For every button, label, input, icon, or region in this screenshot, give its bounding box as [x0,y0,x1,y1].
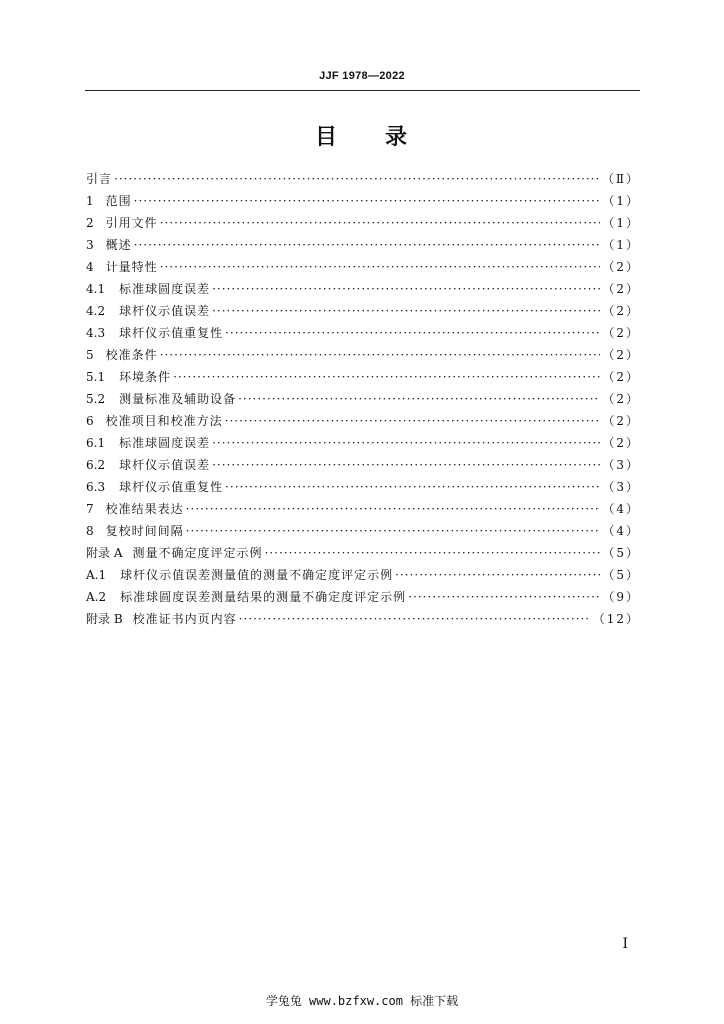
toc-entry-page: （2） [602,304,640,318]
toc-entry[interactable] [86,520,640,542]
toc-entry-page: （2） [602,282,640,296]
toc-dot-leader [225,476,600,498]
toc-entry-label: 计量特性 [105,260,158,274]
toc-entry-page: （1） [602,216,640,230]
toc-dot-leader [186,498,601,520]
toc-entry-page: （2） [602,370,640,384]
toc-dot-leader [395,564,600,586]
toc-entry-page: （12） [592,612,640,626]
toc-entry-number: 8 [86,524,94,538]
toc-dot-leader [160,212,601,234]
toc-title [0,120,724,151]
toc-entry-label: 球杆仪示值重复性 [119,480,224,494]
toc-entry-page: （2） [602,414,640,428]
toc-entry-label: 标准球圆度误差 [119,436,211,450]
toc-entry-page: （Ⅱ） [601,172,640,186]
toc-entry[interactable] [86,454,640,476]
toc-dot-leader [212,278,600,300]
toc-entry[interactable] [86,256,640,278]
toc-entry-label: 球杆仪示值重复性 [119,326,224,340]
toc-entry-label: 概述 [105,238,132,252]
toc-entry[interactable] [86,322,640,344]
toc-entry-label: 测量标准及辅助设备 [119,392,237,406]
toc-entry[interactable] [86,542,640,564]
toc-entry[interactable] [86,410,640,432]
toc-entry-number: A.2 [86,590,107,604]
toc-entry-number: 6.3 [86,480,106,494]
toc-entry-number: 附录 A [86,546,123,560]
toc-entry-number: 3 [86,238,94,252]
toc-entry-number: 5 [86,348,94,362]
toc-entry[interactable] [86,476,640,498]
toc-entry-page: （5） [602,546,640,560]
toc-dot-leader [134,234,601,256]
toc-entry-label: 环境条件 [119,370,172,384]
toc-dot-leader [408,586,600,608]
toc-entry-page: （1） [602,194,640,208]
toc-entry[interactable] [86,212,640,234]
toc-dot-leader [173,366,600,388]
toc-entry[interactable] [86,366,640,388]
toc-dot-leader [160,256,601,278]
toc-entry-label: 范围 [105,194,132,208]
toc-dot-leader [265,542,601,564]
toc-dot-leader [114,168,600,190]
toc-entry-number: 5.2 [86,392,106,406]
toc-entry-label: 球杆仪示值误差 [119,304,211,318]
toc-entry[interactable] [86,586,640,608]
toc-entry[interactable] [86,190,640,212]
toc-dot-leader [212,432,600,454]
toc-entry-label: 球杆仪示值误差 [119,458,211,472]
toc-entry-label: 校准条件 [105,348,158,362]
toc-entry[interactable] [86,300,640,322]
toc-entry-number: A.1 [86,568,107,582]
toc-title-left: 目 [314,125,339,150]
toc-entry-label: 标准球圆度误差 [119,282,211,296]
toc-entry-page: （5） [602,568,640,582]
page-number: I [622,936,628,952]
toc-entry-number: 6.1 [86,436,106,450]
toc-dot-leader [225,410,601,432]
toc-entry-label: 标准球圆度误差测量结果的测量不确定度评定示例 [120,590,407,604]
toc-entry-label: 测量不确定度评定示例 [132,546,263,560]
toc-entry[interactable] [86,168,640,190]
toc-entry-number: 4 [86,260,94,274]
toc-entry-number: 4.1 [86,282,106,296]
toc-title-right: 录 [385,125,410,150]
toc-entry-label: 引言 [86,172,113,186]
toc-dot-leader [225,322,600,344]
header-rule [85,90,640,91]
toc-entry-page: （3） [602,458,640,472]
toc-entry[interactable] [86,432,640,454]
toc-entry-page: （9） [602,590,640,604]
toc-entry[interactable] [86,564,640,586]
toc-entry-page: （2） [602,436,640,450]
toc-entry-label: 校准结果表达 [105,502,184,516]
toc-entry-label: 校准项目和校准方法 [105,414,223,428]
footer-watermark: 学兔兔 www.bzfxw.com 标准下载 [265,994,459,1008]
toc-entry-page: （4） [602,524,640,538]
toc-entry-number: 5.1 [86,370,106,384]
toc-entry-number: 4.3 [86,326,106,340]
toc-entry-page: （2） [602,348,640,362]
toc-entry-number: 2 [86,216,94,230]
table-of-contents [86,168,640,630]
toc-entry-page: （4） [602,502,640,516]
toc-entry[interactable] [86,344,640,366]
toc-dot-leader [212,300,600,322]
toc-entry-page: （3） [602,480,640,494]
toc-entry-page: （2） [602,392,640,406]
toc-entry[interactable] [86,278,640,300]
toc-entry-label: 球杆仪示值误差测量值的测量不确定度评定示例 [120,568,394,582]
toc-entry-label: 引用文件 [105,216,158,230]
toc-entry-number: 附录 B [86,612,123,626]
toc-dot-leader [160,344,601,366]
toc-entry-number: 7 [86,502,94,516]
toc-entry-label: 复校时间间隔 [105,524,184,538]
toc-dot-leader [134,190,601,212]
toc-entry-number: 4.2 [86,304,106,318]
toc-entry-page: （2） [602,326,640,340]
toc-entry[interactable] [86,234,640,256]
toc-entry-number: 6.2 [86,458,106,472]
toc-dot-leader [239,608,591,630]
toc-entry-label: 校准证书内页内容 [132,612,237,626]
standard-code: JJF 1978—2022 [319,70,405,82]
toc-entry-page: （1） [602,238,640,252]
toc-entry[interactable] [86,388,640,410]
toc-entry-number: 1 [86,194,94,208]
toc-entry-page: （2） [602,260,640,274]
toc-dot-leader [238,388,600,410]
toc-dot-leader [186,520,601,542]
toc-entry[interactable] [86,608,640,630]
toc-entry[interactable] [86,498,640,520]
toc-dot-leader [212,454,600,476]
toc-entry-number: 6 [86,414,94,428]
